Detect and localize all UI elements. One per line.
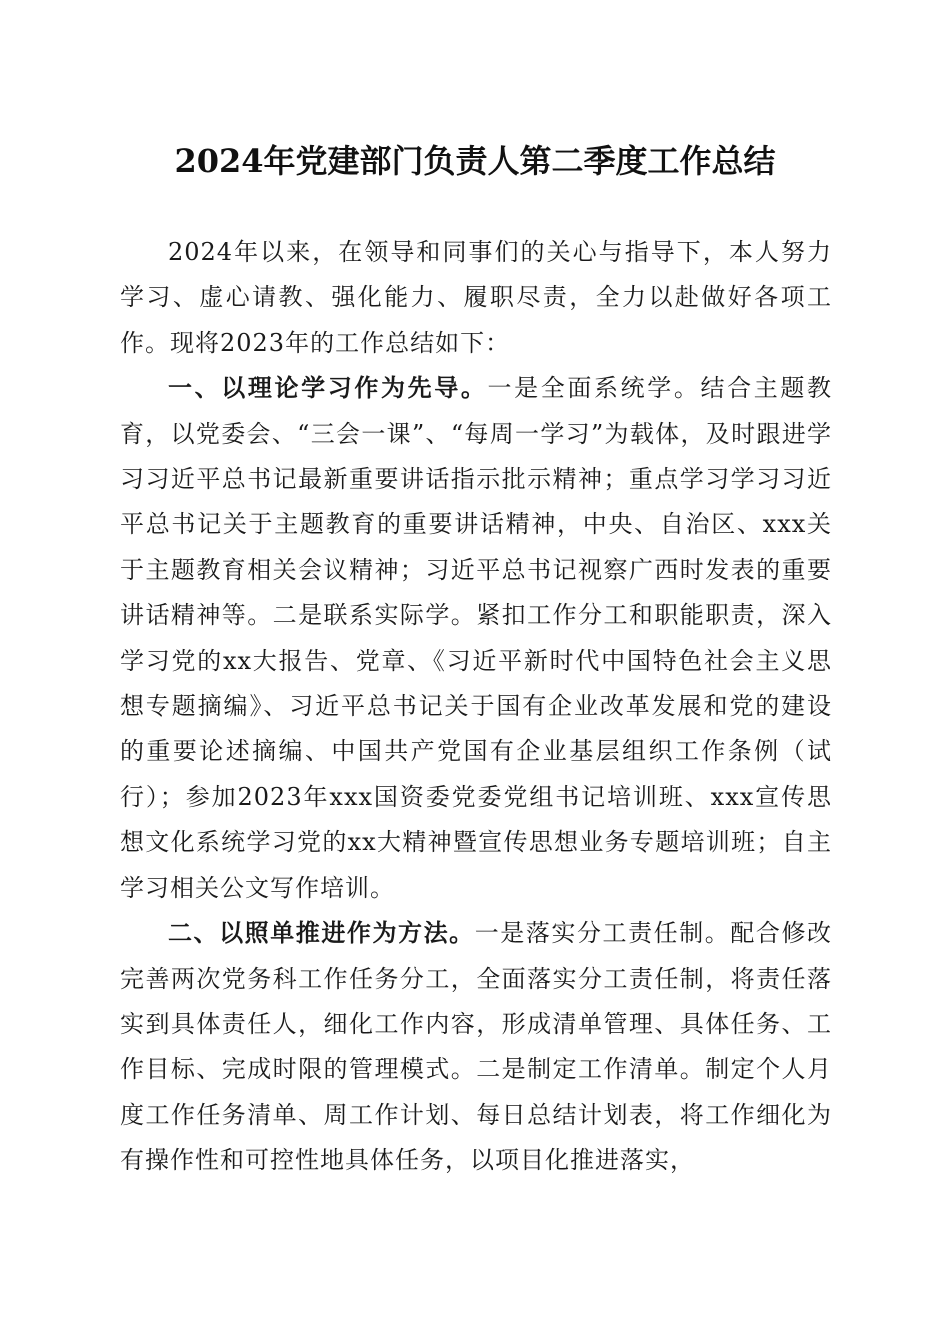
- intro-paragraph-text: 2024年以来，在领导和同事们的关心与指导下，本人努力学习、虚心请教、强化能力、履职尽责，全力以赴做好各项工作。现将2023年的工作总结如下：: [120, 238, 832, 357]
- section-heading-method: 二、以照单推进作为方法。: [168, 919, 475, 948]
- section-text-method: 一是落实分工责任制。配合修改完善两次党务科工作任务分工，全面落实分工责任制，将责任落实到具体责任人，细化工作内容，形成清单管理、具体任务、工作目标、完成时限的管理模式。二是制定工作清单。制定个人月度工作任务清单、周工作计划、每日总结计划表，将工作细化为有操作性和可控性地具体任务，以项目化推进落实，: [120, 919, 833, 1175]
- section-heading-theory: 一、以理论学习作为先导。: [168, 374, 488, 403]
- section-text-theory: 一是全面系统学。结合主题教育，以党委会、“三会一课”、“每周一学习”为载体，及时跟进学习习近平总书记最新重要讲话指示批示精神；重点学习学习习近平总书记关于主题教育的重要讲话精神，中央、自治区、xxx关于主题教育相关会议精神；习近平总书记视察广西时发表的重要讲话精神等。二是联系实际学。紧扣工作分工和职能职责，深入学习党的xx大报告、党章、《习近平新时代中国特色社会主义思想专题摘编》、习近平总书记关于国有企业改革发展和党的建设的重要论述摘编、中国共产党国有企业基层组织工作条例（试行）；参加2023年xxx国资委党委党组书记培训班、xxx宣传思想文化系统学习党的xx大精神暨宣传思想业务专题培训班；自主学习相关公文写作培训。: [120, 374, 832, 902]
- section-paragraph-theory: [120, 366, 832, 911]
- document-title: 2024年党建部门负责人第二季度工作总结: [174, 142, 776, 180]
- intro-paragraph: [120, 230, 832, 366]
- section-paragraph-method: [120, 911, 832, 1183]
- document-body: [120, 230, 832, 1184]
